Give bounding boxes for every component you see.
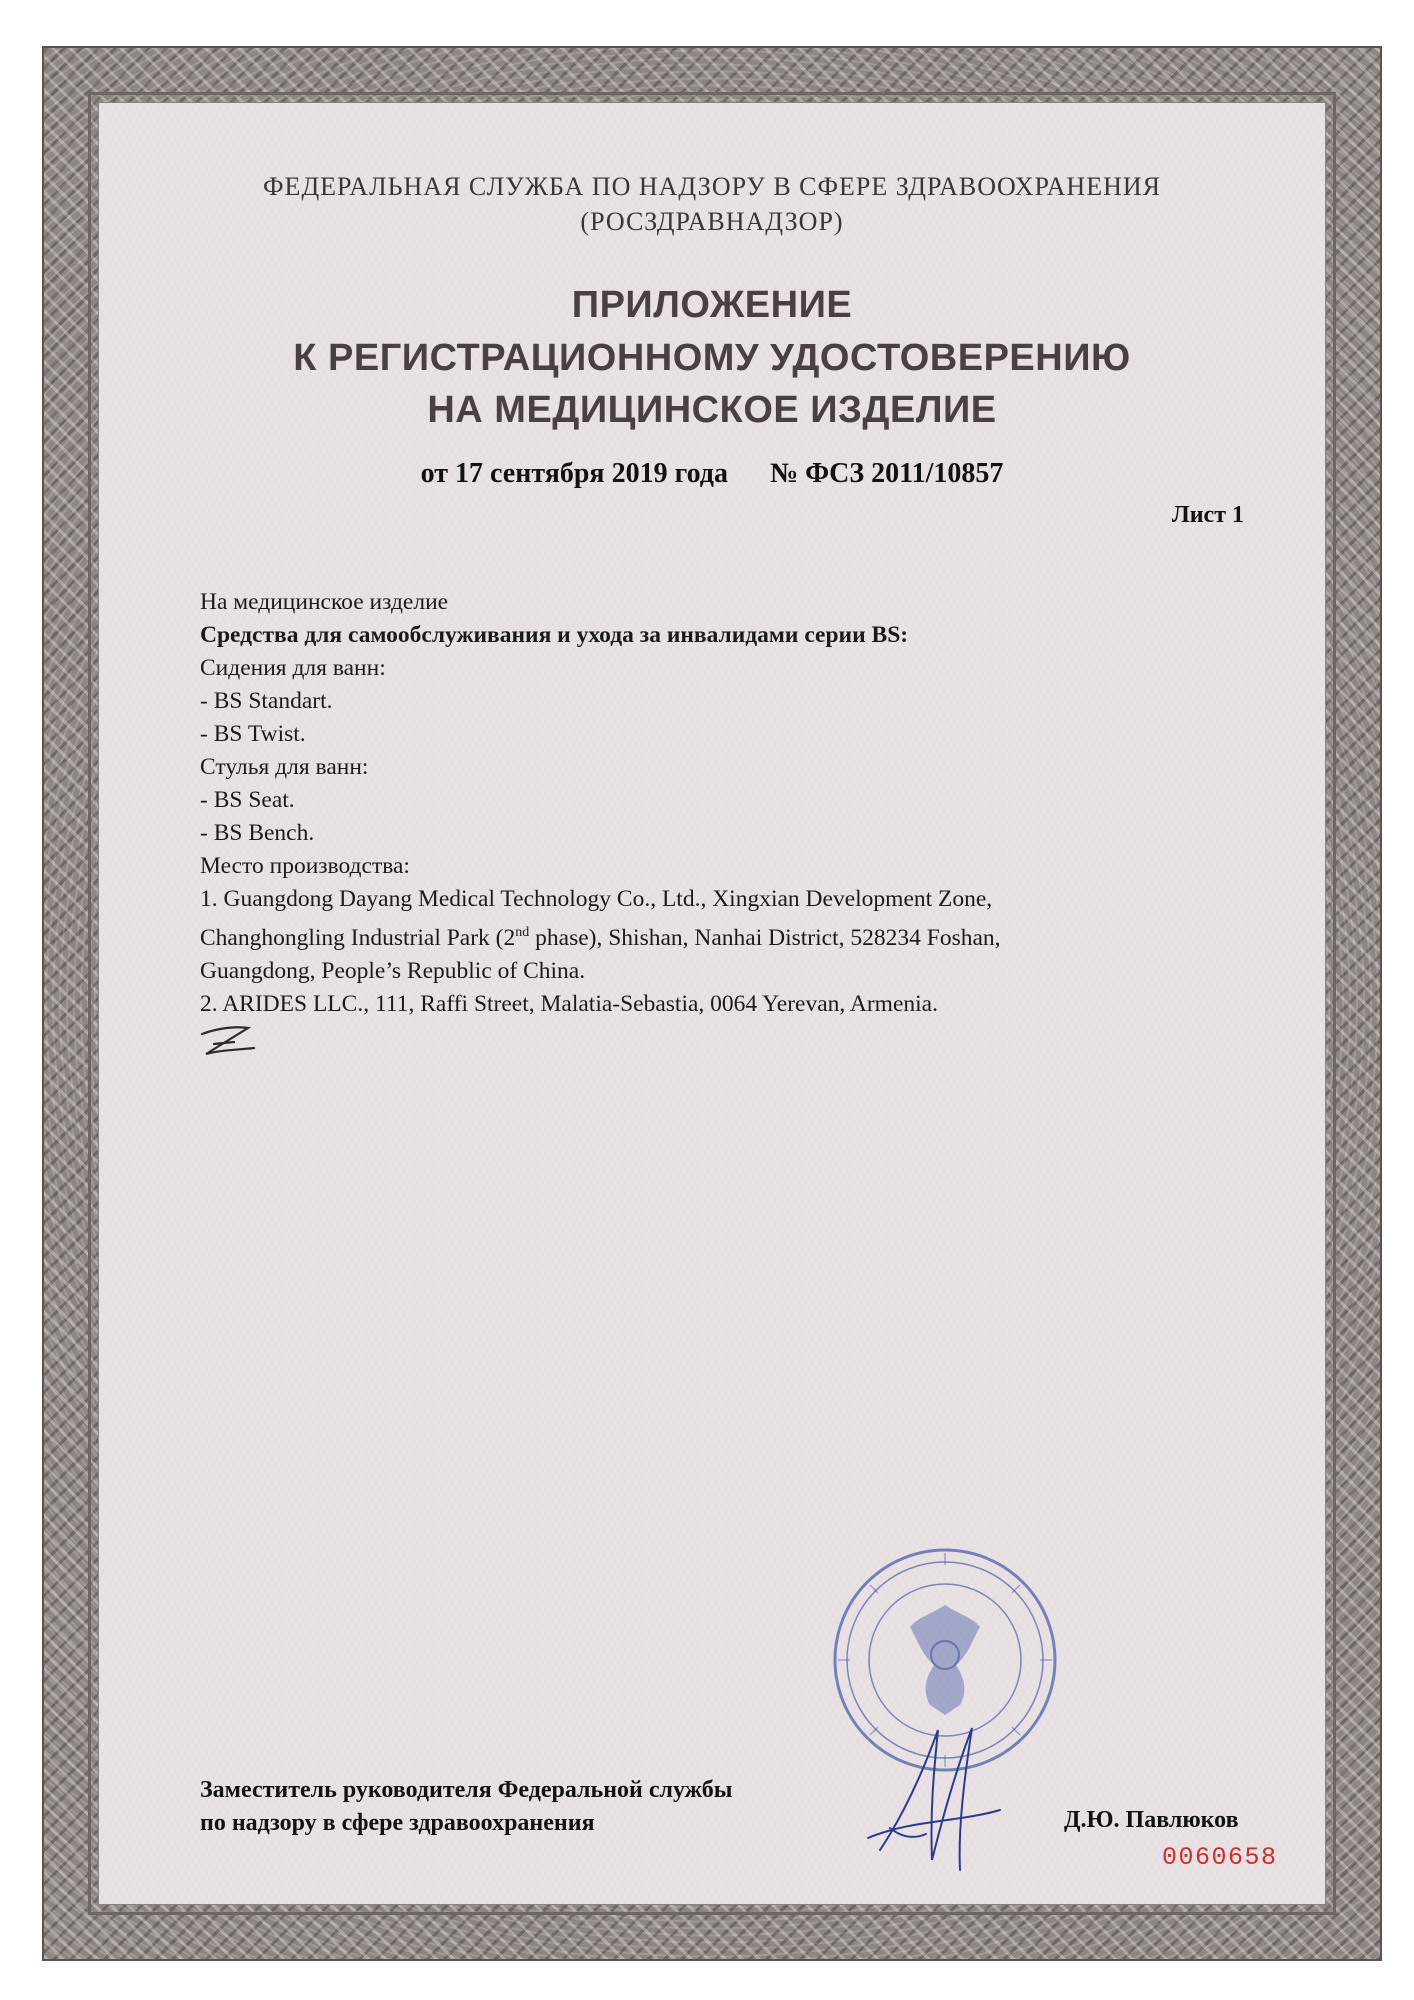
registration-date: от 17 сентября 2019 года: [420, 458, 728, 489]
sheet-number: Лист 1: [1171, 502, 1244, 528]
manufacturer-2: 2. ARIDES LLC., 111, Raffi Street, Malatia-Sebastia, 0064 Yerevan, Armenia.: [200, 990, 938, 1017]
group-label: Стулья для ванн:: [200, 754, 369, 780]
list-item: - BS Bench.: [200, 820, 315, 846]
manufacturing-label: Место производства:: [200, 853, 410, 879]
product-title: Средства для самообслуживания и ухода за инвалидами серии BS:: [200, 622, 909, 648]
list-item: - BS Seat.: [200, 787, 295, 813]
manufacturer-1-line-1: 1. Guangdong Dayang Medical Technology Co., Ltd., Xingxian Development Zone,: [200, 886, 993, 912]
intro-text: На медицинское изделие: [200, 589, 449, 615]
position-line-2: по надзору в сфере здравоохранения: [200, 1810, 595, 1836]
agency-name: ФЕДЕРАЛЬНАЯ СЛУЖБА ПО НАДЗОРУ В СФЕРЕ ЗДРАВООХРАНЕНИЯ: [263, 172, 1161, 201]
position-line-1: Заместитель руководителя Федеральной службы: [200, 1777, 733, 1803]
manufacturer-1-line-2: Changhongling Industrial Park (2nd phase), Shishan, Nanhai District, 528234 Foshan,: [200, 924, 1001, 951]
list-item: - BS Twist.: [200, 721, 306, 747]
signatory-position: [200, 1774, 732, 1840]
document-body: [200, 586, 1220, 1021]
registration-line: [98, 458, 1326, 490]
signatory-name: Д.Ю. Павлюков: [1064, 1807, 1239, 1833]
registration-number: № ФСЗ 2011/10857: [769, 458, 1004, 489]
title-line-2: К РЕГИСТРАЦИОННОМУ УДОСТОВЕРЕНИЮ: [293, 337, 1131, 379]
manufacturer-1-line-3: Guangdong, People’s Republic of China.: [200, 957, 586, 984]
title-line-1: ПРИЛОЖЕНИЕ: [571, 284, 853, 326]
serial-number: 0060658: [1162, 1843, 1278, 1872]
title-line-3: НА МЕДИЦИНСКОЕ ИЗДЕЛИЕ: [427, 389, 997, 431]
list-item: - BS Standart.: [200, 688, 333, 714]
group-label: Сидения для ванн:: [200, 655, 386, 681]
agency-abbreviation: (РОСЗДРАВНАДЗОР): [580, 207, 844, 236]
handwritten-signature: [860, 1710, 1010, 1880]
initial-mark: [196, 1020, 266, 1068]
